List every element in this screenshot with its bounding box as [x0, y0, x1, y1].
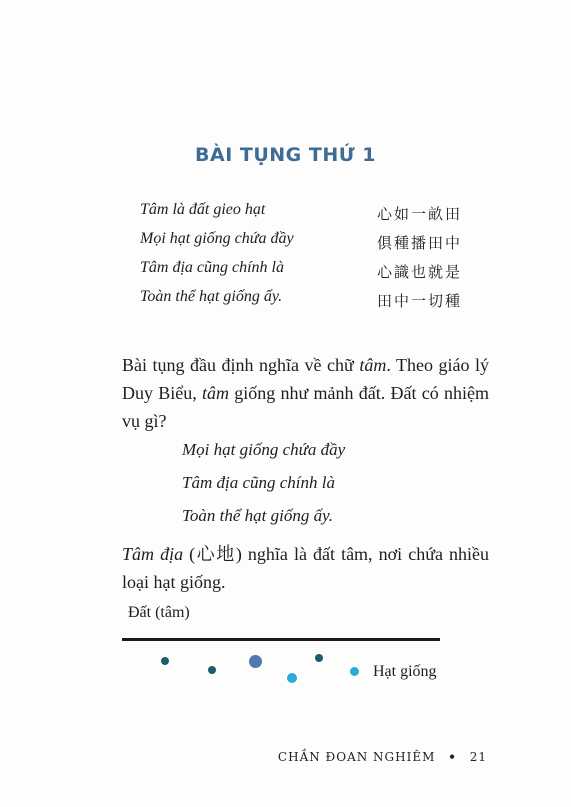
seed-dot [315, 654, 323, 662]
paragraph-1 [122, 351, 489, 435]
paragraph-text: nghĩa là đất tâm, nơi chứa nhiều loại hạt giống. [122, 544, 489, 592]
separator-dot: • [448, 750, 457, 764]
page-number: 21 [469, 750, 487, 764]
seed-dot [249, 655, 262, 668]
verse-line: Tâm địa cũng chính là [140, 259, 284, 276]
paragraph-text: giống như mảnh đất. Đất có nhiệm vụ gì? [122, 383, 489, 431]
paragraph-2 [122, 540, 489, 596]
ground-line [122, 638, 440, 641]
quote-line: Tâm địa cũng chính là [182, 473, 335, 492]
paragraph-text: Bài tụng đầu định nghĩa về chữ [122, 355, 360, 375]
quote-line: Toàn thể hạt giống ấy. [182, 506, 333, 525]
verse-hanzi: 俱種播田中 [377, 234, 463, 252]
section-title: BÀI TỤNG THỨ 1 [195, 144, 376, 166]
ground-label: Đất (tâm) [128, 604, 190, 621]
seed-label: Hạt giống [373, 663, 437, 680]
verse-hanzi: 田中一切種 [377, 292, 463, 310]
seed-dot [208, 666, 216, 674]
verse-line: Mọi hạt giống chứa đầy [140, 230, 294, 247]
paragraph-text: . Theo giáo lý Duy Biểu, [122, 355, 490, 403]
verse-hanzi: 心識也就是 [377, 263, 463, 281]
seed-dot [350, 667, 359, 676]
verse-line: Toàn thể hạt giống ấy. [140, 288, 283, 305]
verse-hanzi: 心如一畝田 [377, 205, 463, 223]
hanzi-text: (心地) [189, 544, 242, 564]
verse-line: Tâm là đất gieo hạt [140, 201, 266, 218]
page-footer [278, 750, 487, 764]
seed-dot [287, 673, 297, 683]
emphasis-text: Tâm địa [122, 544, 184, 564]
quote-line: Mọi hạt giống chứa đầy [182, 440, 346, 459]
emphasis-text: tâm [359, 355, 387, 375]
running-title: CHẦN ĐOAN NGHIÊM [277, 750, 436, 764]
emphasis-text: tâm [202, 383, 230, 403]
seed-dot [161, 657, 169, 665]
